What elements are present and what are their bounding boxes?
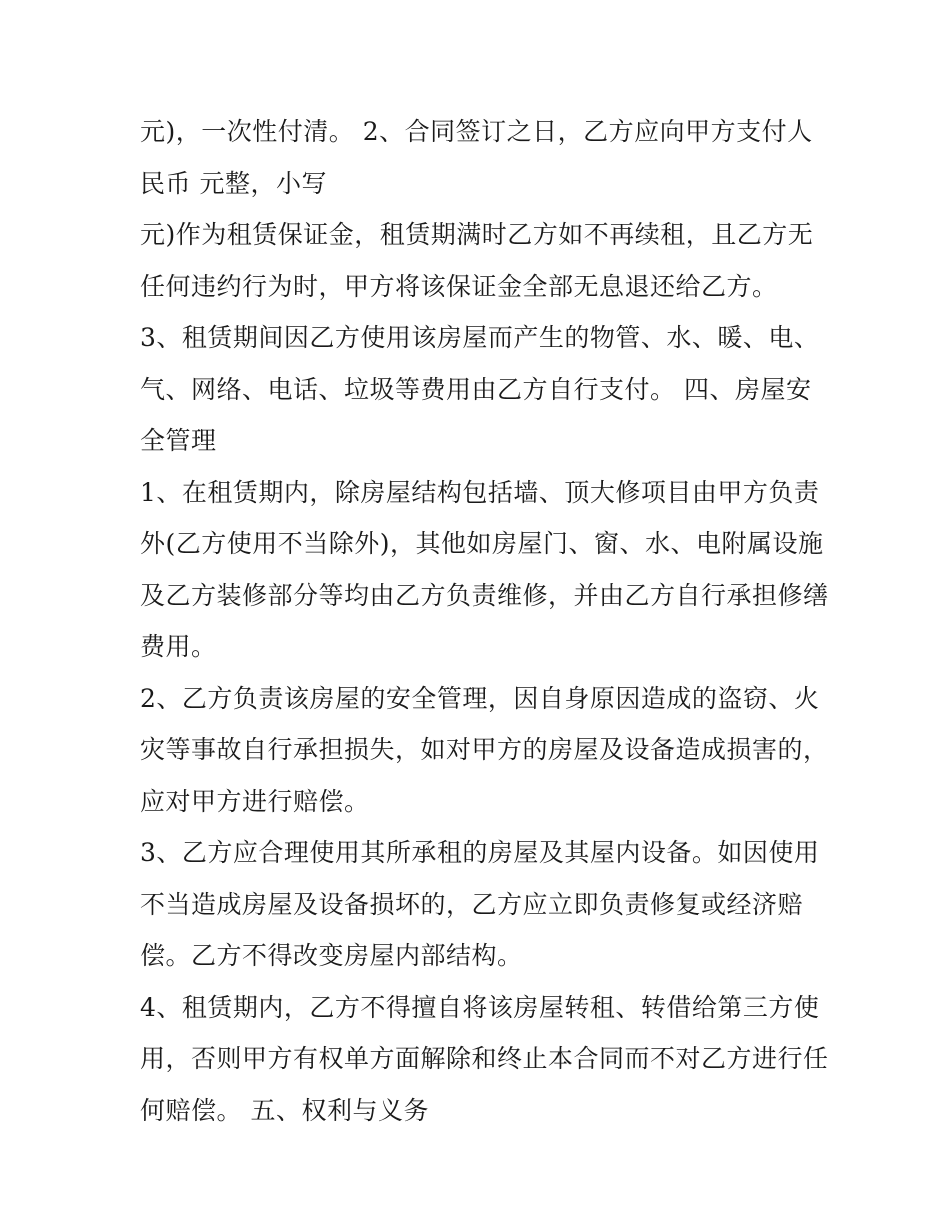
text-line: 及乙方装修部分等均由乙方负责维修，并由乙方自行承担修缮 [140, 580, 829, 610]
text-line: 不当造成房屋及设备损坏的，乙方应立即负责修复或经济赔 [140, 889, 804, 919]
text-line: 民币 元整，小写 [140, 168, 327, 198]
text-line: 元)作为租赁保证金，租赁期满时乙方如不再续租，且乙方无 [140, 220, 814, 249]
text-line: 偿。乙方不得改变房屋内部结构。 [140, 941, 523, 970]
text-line: 外(乙方使用不当除外)，其他如房屋门、窗、水、电附属设施 [140, 529, 824, 558]
text-line: 3、乙方应合理使用其所承租的房屋及其屋内设备。如因使用 [140, 838, 820, 867]
text-line: 2、乙方负责该房屋的安全管理，因自身原因造成的盗窃、火 [140, 683, 820, 713]
text-line: 4、租赁期内，乙方不得擅自将该房屋转租、转借给第三方使 [140, 992, 820, 1022]
text-line: 何赔偿。 五、权利与义务 [140, 1095, 429, 1125]
text-line: 全管理 [140, 426, 217, 455]
text-line: 气、网络、电话、垃圾等费用由乙方自行支付。 四、房屋安 [140, 374, 812, 404]
contract-body-text [140, 106, 830, 1136]
text-line: 3、租赁期间因乙方使用该房屋而产生的物管、水、暖、电、 [140, 323, 820, 352]
text-line: 元)，一次性付清。 2、合同签订之日，乙方应向甲方支付人 [140, 117, 813, 146]
text-line: 1、在租赁期内，除房屋结构包括墙、顶大修项目由甲方负责 [140, 477, 820, 507]
text-line: 任何违约行为时，甲方将该保证金全部无息退还给乙方。 [140, 271, 778, 301]
text-line: 灾等事故自行承担损失，如对甲方的房屋及设备造成损害的， [140, 735, 829, 764]
text-line: 用，否则甲方有权单方面解除和终止本合同而不对乙方进行任 [140, 1044, 829, 1073]
text-line: 应对甲方进行赔偿。 [140, 786, 370, 816]
text-line: 费用。 [140, 632, 217, 661]
